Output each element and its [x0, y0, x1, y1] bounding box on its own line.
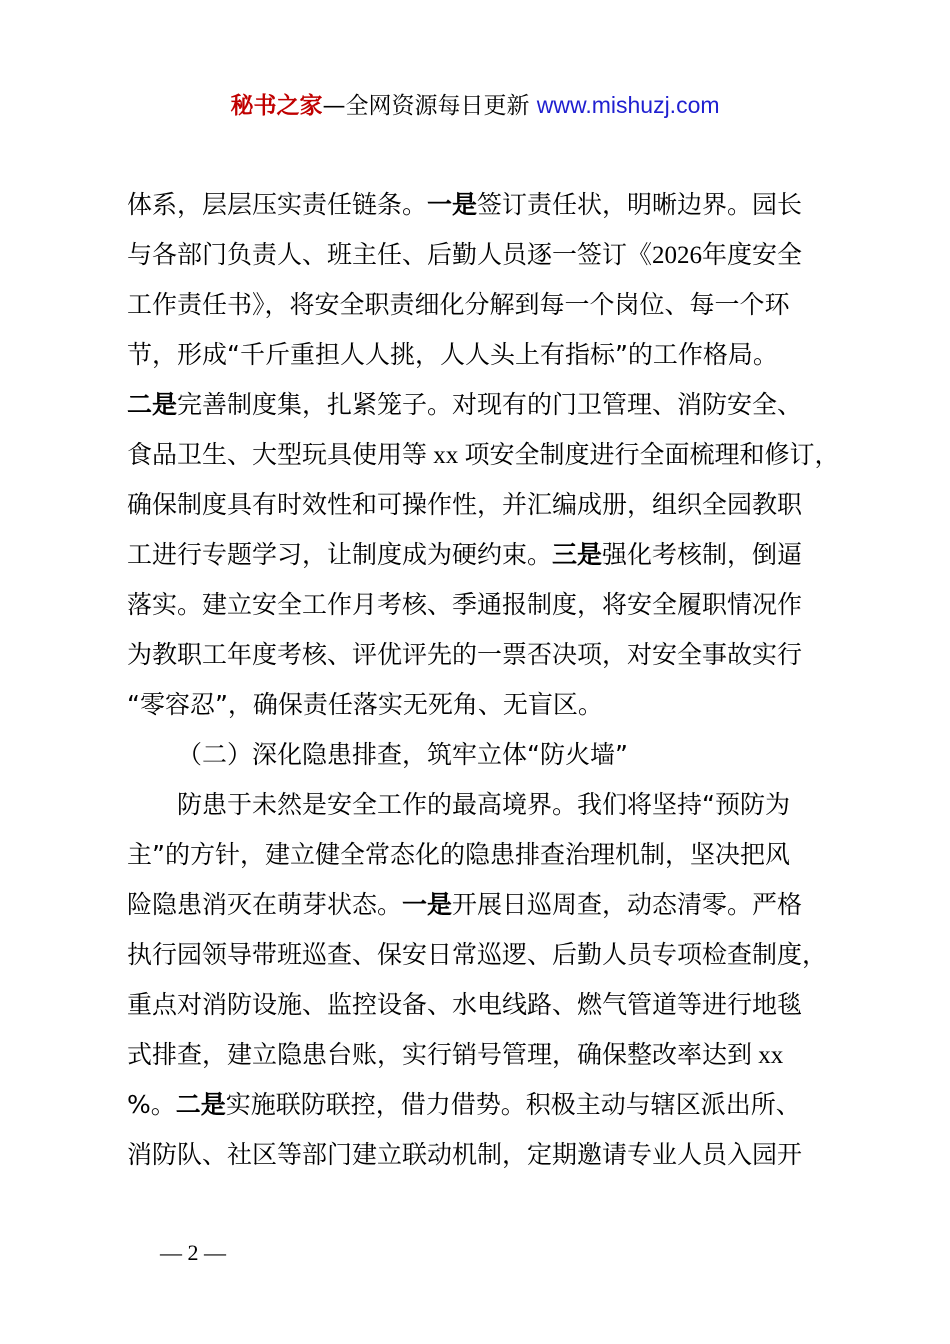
text-segment: xx [427, 442, 465, 469]
text-line [127, 1080, 837, 1130]
text-line [127, 930, 837, 980]
text-line [127, 730, 837, 780]
document-body [127, 180, 840, 1180]
text-segment: 险隐患消灭在萌芽状态。 [127, 890, 403, 919]
text-line [127, 380, 837, 430]
text-segment: 工作责任书》，将安全职责细化分解到每一个岗位、每一个环 [127, 290, 790, 319]
text-line [127, 630, 837, 680]
text-line [127, 330, 837, 380]
text-segment: 工进行专题学习，让制度成为硬约束。 [127, 540, 553, 569]
text-segment: （二）深化隐患排查，筑牢立体“防火墙” [177, 740, 628, 769]
emphasis-text: 一是 [427, 190, 478, 219]
text-segment: 式排查，建立隐患台账，实行销号管理，确保整改率达到 [127, 1040, 753, 1069]
text-segment: 执行园领导带班巡查、保安日常巡逻、后勤人员专项检查制度， [127, 940, 828, 969]
text-line [127, 180, 837, 230]
emphasis-text: 一是 [402, 890, 453, 919]
header-brand: 秘书之家 [230, 93, 323, 119]
text-segment: 年度安全 [702, 240, 803, 269]
text-segment: “零容忍”，确保责任落实无死角、无盲区。 [127, 690, 603, 719]
text-segment: 防患于未然是安全工作的最高境界。我们将坚持“预防为 [177, 790, 790, 819]
text-line [127, 580, 837, 630]
emphasis-text: 二是 [127, 390, 178, 419]
text-segment: xx [752, 1042, 784, 1069]
text-segment: 重点对消防设施、监控设备、水电线路、燃气管道等进行地毯 [127, 990, 803, 1019]
text-segment: 为教职工年度考核、评优评先的一票否决项，对安全事故实行 [127, 640, 803, 669]
text-segment: 2026 [652, 242, 703, 269]
emphasis-text: 二是 [175, 1090, 226, 1119]
text-segment: 签订责任状，明晰边界。园长 [477, 190, 803, 219]
text-segment: 确保制度具有时效性和可操作性，并汇编成册，组织全园教职 [127, 490, 803, 519]
page-number: — 2 — [160, 1240, 226, 1265]
page-header [0, 88, 950, 123]
text-segment: 节，形成“千斤重担人人挑，人人头上有指标”的工作格局。 [127, 340, 778, 369]
emphasis-text: 三是 [552, 540, 603, 569]
text-line [127, 530, 837, 580]
text-line [127, 430, 840, 480]
text-line [127, 1130, 837, 1180]
header-site-link[interactable]: www.mishuzj.com [536, 92, 720, 118]
text-segment: 实施联防联控，借力借势。积极主动与辖区派出所、 [225, 1090, 801, 1119]
text-line [127, 980, 837, 1030]
text-segment: 体系，层层压实责任链条。 [127, 190, 428, 219]
header-tagline: —全网资源每日更新 [322, 93, 537, 119]
text-segment: 消防队、社区等部门建立联动机制，定期邀请专业人员入园开 [127, 1140, 803, 1169]
text-line [127, 780, 837, 830]
text-segment: 与各部门负责人、班主任、后勤人员逐一签订《 [127, 240, 653, 269]
text-segment: 完善制度集，扎紧笼子。对现有的门卫管理、消防安全、 [177, 390, 803, 419]
text-segment: %。 [127, 1090, 176, 1119]
text-line [127, 230, 837, 280]
text-line [127, 830, 837, 880]
text-line [127, 280, 837, 330]
text-segment: 强化考核制，倒逼 [602, 540, 803, 569]
text-line [127, 880, 837, 930]
text-segment: 主”的方针，建立健全常态化的隐患排查治理机制，坚决把风 [127, 840, 790, 869]
text-line [127, 1030, 837, 1080]
text-line [127, 680, 837, 730]
text-line [127, 480, 837, 530]
text-segment: 落实。建立安全工作月考核、季通报制度，将安全履职情况作 [127, 590, 803, 619]
text-segment: 开展日巡周查，动态清零。严格 [452, 890, 803, 919]
text-segment: 食品卫生、大型玩具使用等 [127, 440, 428, 469]
text-segment: 项安全制度进行全面梳理和修订， [464, 440, 840, 469]
